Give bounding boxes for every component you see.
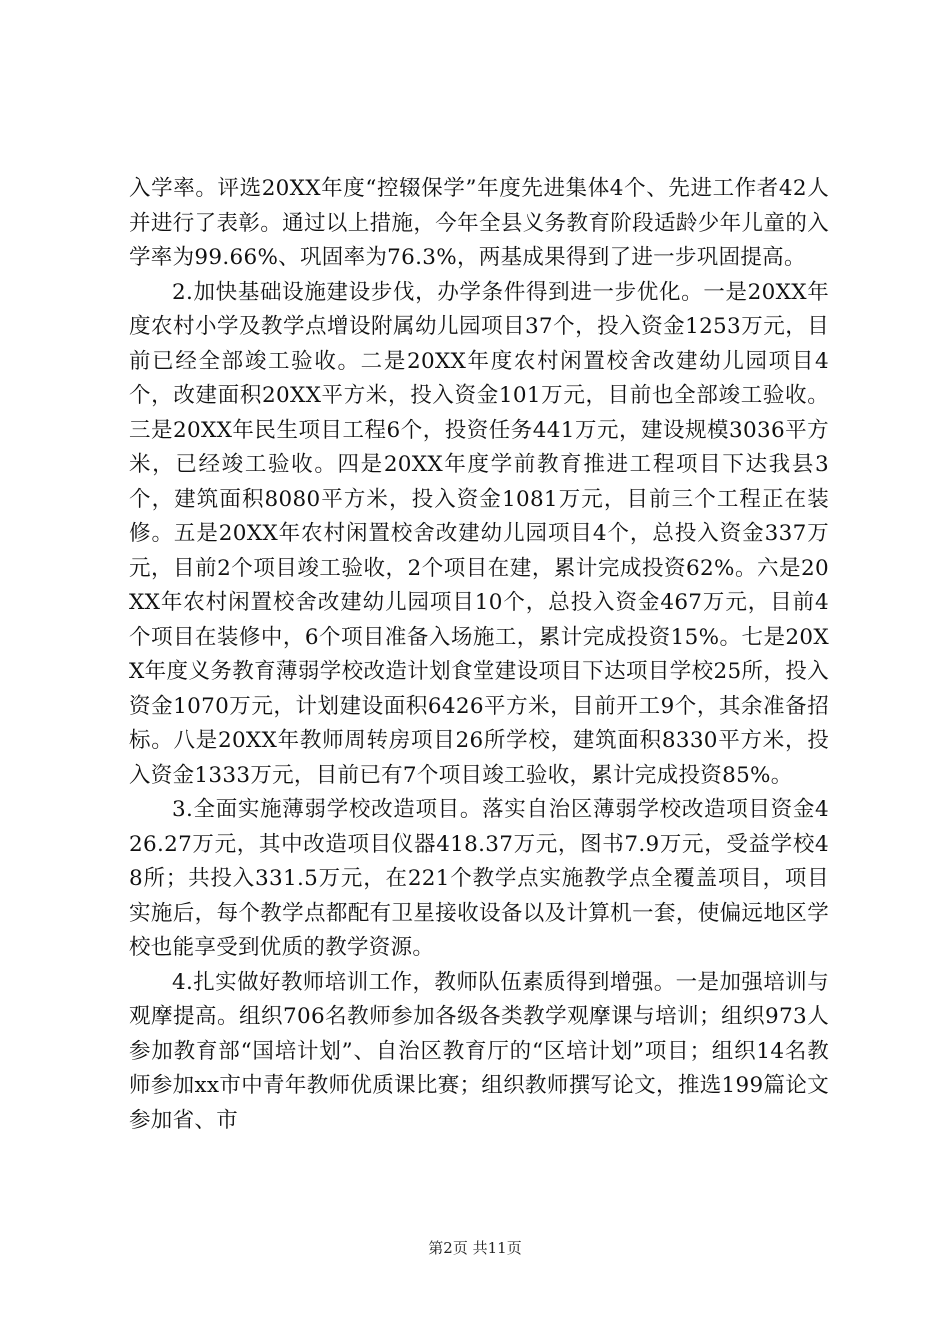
paragraph-continuation: 入学率。评选20XX年度“控辍保学”年度先进集体4个、先进工作者42人并进行了表彰。通过以上措施，今年全县义务教育阶段适龄少年儿童的入学率为99.66%、巩固率为76.3%，两基成果得到了进一步巩固提高。 (129, 176, 829, 270)
paragraph-weak-school-renovation: 3.全面实施薄弱学校改造项目。落实自治区薄弱学校改造项目资金426.27万元，其中改造项目仪器418.37万元，图书7.9万元，受益学校48所；共投入331.5万元，在221个教学点实施教学点全覆盖项目，项目实施后，每个教学点都配有卫星接收设备以及计算机一套，使偏远地区学校也能享受到优质的教学资源。 (129, 797, 829, 960)
page-number-footer: 第2页 共11页 (428, 1239, 522, 1257)
paragraph-infrastructure: 2.加快基础设施建设步伐，办学条件得到进一步优化。一是20XX年度农村小学及教学点增设附属幼儿园项目37个，投入资金1253万元，目前已经全部竣工验收。二是20XX年度农村闲置校舍改建幼儿园项目4个，改建面积20XX平方米，投入资金101万元，目前也全部竣工验收。三是20XX年民生项目工程6个，投资任务441万元，建设规模3036平方米，已经竣工验收。四是20XX年度学前教育推进工程项目下达我县3个，建筑面积8080平方米，投入资金1081万元，目前三个工程正在装修。五是20XX年农村闲置校舍改建幼儿园项目4个，总投入资金337万元，目前2个项目竣工验收，2个项目在建，累计完成投资62%。六是20XX年农村闲置校舍改建幼儿园项目10个，总投入资金467万元，目前4个项目在装修中，6个项目准备入场施工，累计完成投资15%。七是20XX年度义务教育薄弱学校改造计划食堂建设项目下达项目学校25所，投入资金1070万元，计划建设面积6426平方米，目前开工9个，其余准备招标。八是20XX年教师周转房项目26所学校，建筑面积8330平方米，投入资金1333万元，目前已有7个项目竣工验收，累计完成投资85%。 (129, 279, 829, 788)
document-body (129, 172, 829, 1138)
paragraph-teacher-training: 4.扎实做好教师培训工作，教师队伍素质得到增强。一是加强培训与观摩提高。组织706名教师参加各级各类教学观摩课与培训；组织973人参加教育部“国培计划”、自治区教育厅的“区培计划”项目；组织14名教师参加xx市中青年教师优质课比赛；组织教师撰写论文，推选199篇论文参加省、市 (129, 969, 829, 1133)
